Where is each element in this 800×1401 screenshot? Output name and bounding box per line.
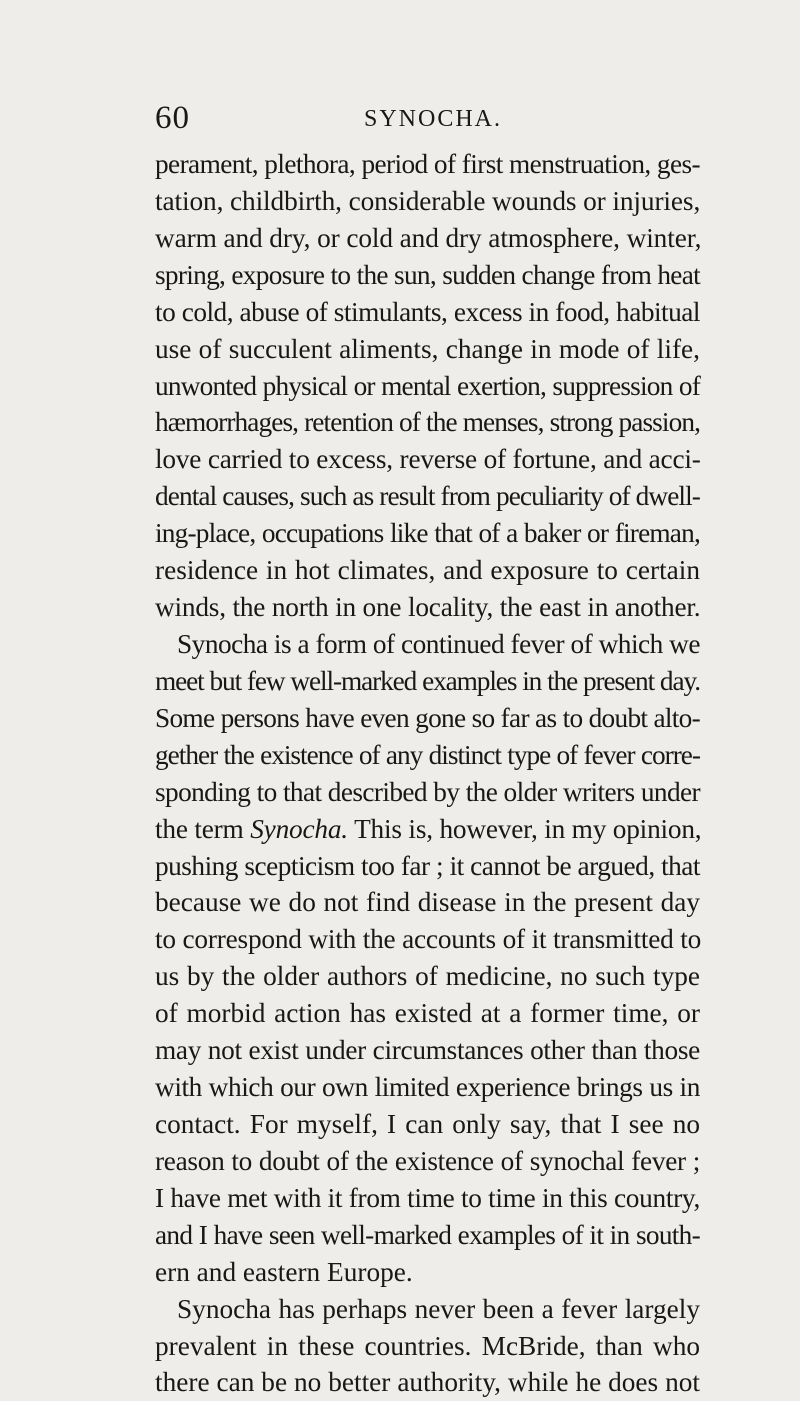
text-line: to cold, abuse of stimulants, excess in food, habitual (155, 296, 700, 327)
text-line (155, 811, 700, 848)
text-line: sponding to that described by the older writers under (155, 776, 700, 807)
text-line: Synocha has perhaps never been a fever largely (177, 1293, 700, 1324)
running-head (155, 98, 700, 138)
text-line: love carried to excess, reverse of fortune, and acci- (155, 444, 701, 475)
text-line: Synocha is a form of continued fever of which we (177, 628, 700, 659)
text-line: and I have seen well-marked examples of it in south- (155, 1219, 700, 1250)
text-line: Some persons have even gone so far as to doubt alto- (155, 702, 700, 733)
running-title: SYNOCHA. (364, 106, 503, 132)
text-line: use of succulent aliments, change in mode of life, (155, 333, 700, 364)
text-line: us by the older authors of medicine, no such type (155, 961, 700, 992)
text-line: winds, the north in one locality, the east in another. (155, 592, 701, 623)
text-line: tation, childbirth, considerable wounds or injuries, (155, 185, 701, 216)
text-line: ing-place, occupations like that of a baker or fireman, (155, 518, 700, 549)
text-line: may not exist under circumstances other than those (155, 1035, 700, 1066)
text-line: pushing scepticism too far ; it cannot be argued, that (155, 850, 700, 881)
text-line: spring, exposure to the sun, sudden change from heat (155, 259, 700, 290)
text-line: to correspond with the accounts of it transmitted to (155, 924, 702, 955)
text-line: meet but few well-marked examples in the present day. (155, 665, 700, 696)
body-text (155, 146, 700, 1401)
text-line: with which our own limited experience brings us in (155, 1072, 700, 1103)
text-segment: the term (155, 813, 244, 844)
text-line: there can be no better authority, while he does not (155, 1367, 700, 1398)
text-line: I have met with it from time to time in this country, (155, 1182, 700, 1213)
page-number: 60 (155, 100, 190, 136)
text-line: of morbid action has existed at a former time, or (155, 998, 700, 1029)
text-line: residence in hot climates, and exposure to certain (155, 555, 700, 586)
text-line: ern and eastern Europe. (155, 1256, 413, 1287)
text-segment: This is, however, in my opinion, (354, 813, 702, 844)
text-line: dental causes, such as result from peculiarity of dwell- (155, 481, 700, 512)
text-line: prevalent in these countries. McBride, than who (155, 1330, 700, 1361)
text-line: reason to doubt of the existence of synochal fever ; (155, 1145, 700, 1176)
text-line: gether the existence of any distinct type of fever corre- (155, 739, 700, 770)
italic-term: Synocha. (250, 813, 348, 844)
text-line: perament, plethora, period of first menstruation, ges- (155, 149, 700, 179)
text-line: unwonted physical or mental exertion, suppression of (155, 370, 700, 401)
text-line: hæmorrhages, retention of the menses, strong passion, (155, 407, 700, 438)
text-line: because we do not find disease in the present day (155, 887, 700, 918)
text-line: contact. For myself, I can only say, that I see no (155, 1108, 700, 1139)
text-line: warm and dry, or cold and dry atmosphere, winter, (155, 222, 702, 253)
